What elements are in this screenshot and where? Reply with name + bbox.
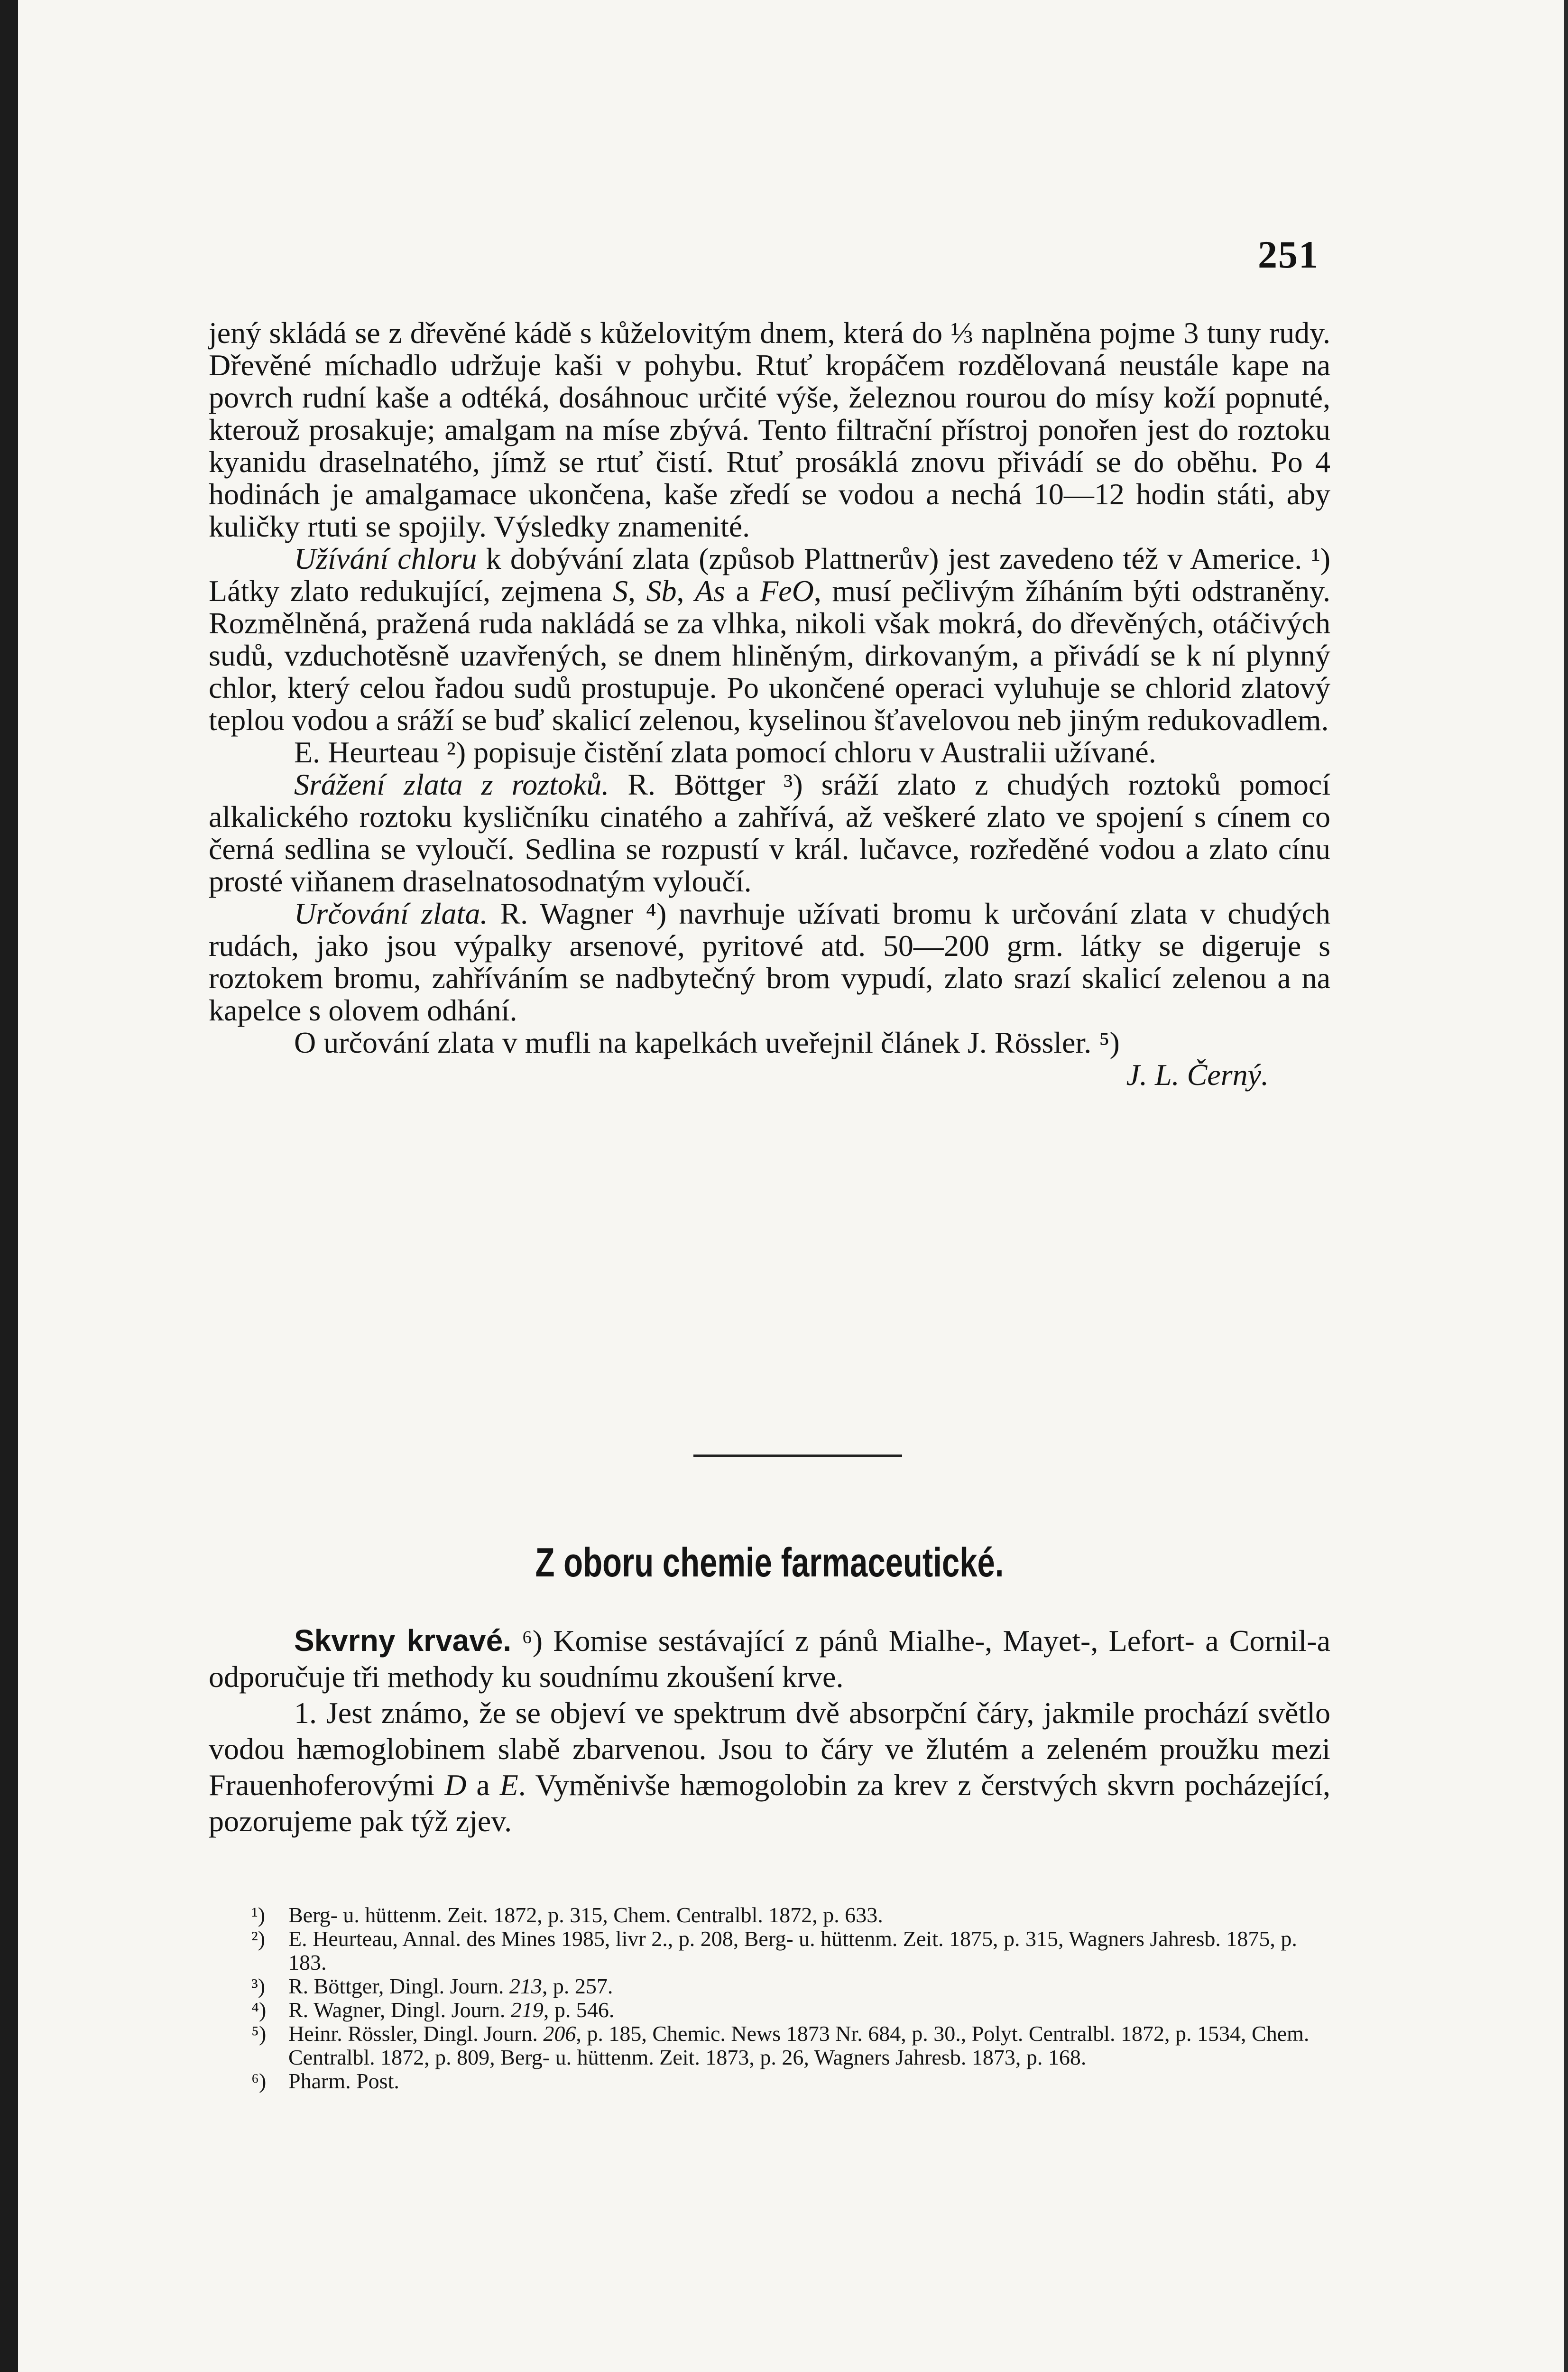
paragraph-rossler: O určování zlata v mufli na kapelkách uveřejnil článek J. Rössler. ⁵) xyxy=(294,1026,1120,1059)
paragraph-amalgamation: jený skládá se z dřevěné kádě s kůželovitým dnem, která do ⅓ naplněna pojme 3 tuny rudy. Dřevěné míchadlo udržuje kaši v pohybu. Rtuť kropáčem rozdělovaná neustále kape na povrch rudní kaše a odtéká, dosáhnouc určité výše, železnou rourou do mísy koží popnuté, kterouž prosakuje; amalgam na míse zbývá. Tento filtrační přístroj ponořen jest do roztoku kyanidu draselnatého, jímž se rtuť čistí. Rtuť prosáklá znovu přivádí se do oběhu. Po 4 hodinách je amalgamace ukončena, kaše zředí se vodou a nechá 10—12 hodin státi, aby kuličky rtuti se spojily. Výsledky znamenité. xyxy=(209,316,1330,543)
assay-title: Určování zlata. xyxy=(294,897,488,930)
footnote: ¹) Berg- u. hüttenm. Zeit. 1872, p. 315, Chem. Centralbl. 1872, p. 633. xyxy=(251,1903,883,1927)
blood-stains-title: Skvrny krvavé. xyxy=(294,1623,512,1658)
page-number: 251 xyxy=(1258,233,1319,276)
paragraph-chlorination: Užívání chloru k dobývání zlata (způsob Plattnerův) jest zavedeno též v Americe. ¹) Látky zlato redukující, zejmena S, Sb, As a FeO, musí pečlivým žíháním býti odstraněny. Rozmělněná, pražená ruda nakládá se za vlhka, nikoli však mokrá, do dřevěných, otáčivých sudů, vzduchotěsně uzavřených, se dnem hliněným, dirkovaným, a přivádí se k ní plynný chlor, který celou řadou sudů prostupuje. Po ukončené operaci vyluhuje se chlorid zlatový teplou vodou a sráží se buď skalicí zelenou, kyselinou šťavelovou neb jiným redukovadlem. xyxy=(209,542,1331,737)
section-divider xyxy=(693,1455,902,1457)
scan-right-border xyxy=(1564,0,1568,2372)
scan-left-border xyxy=(0,0,18,2372)
chlorination-title: Užívání chloru xyxy=(294,542,477,575)
paragraph-precipitation: Srážení zlata z roztoků. R. Böttger ³) sráží zlato z chudých roztoků pomocí alkalického roztoku kysličníku cinatého a zahřívá, až veškeré zlato ve spojení s cínem co černá sedlina se vyloučí. Sedlina se rozpustí v král. lučavce, rozředěné vodou a zlato cínu prosté viňanem draselnatosodnatým vyloučí. xyxy=(209,768,1331,898)
author-signature: J. L. Černý. xyxy=(1126,1058,1269,1092)
paragraph-assay: Určování zlata. R. Wagner ⁴) navrhuje užívati bromu k určování zlata v chudých rudách, jako jsou výpalky arsenové, pyritové atd. 50—200 grm. látky se digeruje s roztokem bromu, zahříváním se nadbytečný brom vypudí, zlato srazí skalicí zelenou a na kapelce s olovem odhání. xyxy=(209,897,1331,1027)
main-text xyxy=(209,317,1330,1091)
footnotes xyxy=(251,1903,1330,2093)
paragraph-heurteau: E. Heurteau ²) popisuje čistění zlata pomocí chloru v Australii užívané. xyxy=(294,735,1156,769)
footnote: ⁶) Pharm. Post. xyxy=(251,2069,399,2093)
footnote: ⁵) Heinr. Rössler, Dingl. Journ. 206, p. 185, Chemic. News 1873 Nr. 684, p. 30., Polyt. Centralbl. 1872, p. 1534, Chem. Centralbl. 1872, p. 809, Berg- u. hüttenm. Zeit. 1873, p. 26, Wagners Jahresb. 1873, p. 168. xyxy=(251,2021,1310,2069)
section-text xyxy=(209,1622,1330,1839)
footnote: ³) R. Böttger, Dingl. Journ. 213, p. 257. xyxy=(251,1974,613,1998)
paragraph-spectrum: 1. Jest známo, že se objeví ve spektrum dvě absorpční čáry, jakmile prochází světlo vodou hæmoglobinem slabě zbarvenou. Jsou to čáry ve žlutém a zeleném proužku mezi Frauenhoferovými D a E. Vyměnivše hæmogolobin za krev z čerstvých skvrn pocházející, pozorujeme pak týž zjev. xyxy=(209,1696,1331,1838)
footnote: ²) E. Heurteau, Annal. des Mines 1985, livr 2., p. 208, Berg- u. hüttenm. Zeit. 1875, p. 315, Wagners Jahresb. 1875, p. 183. xyxy=(251,1927,1297,1974)
precipitation-title: Srážení zlata z roztoků. xyxy=(294,768,609,801)
paragraph-blood-stains: Skvrny krvavé. ⁶) Komise sestávající z pánů Mialhe-, Mayet-, Lefort- a Cornil-a odporučuje tři methody ku soudnímu zkoušení krve. xyxy=(209,1623,1331,1694)
section-heading: Z oboru chemie farmaceutické. xyxy=(535,1540,1004,1585)
footnote: ⁴) R. Wagner, Dingl. Journ. 219, p. 546. xyxy=(251,1998,615,2022)
